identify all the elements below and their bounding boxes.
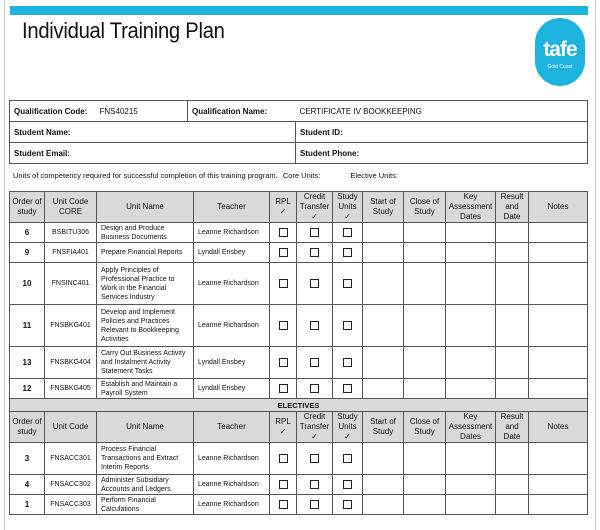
notes-cell[interactable] <box>529 305 588 347</box>
core-units-body <box>10 192 588 399</box>
study-units-checkbox[interactable] <box>343 279 352 288</box>
result-cell[interactable] <box>496 223 529 243</box>
unit-name-cell: Develop and Implement Policies and Practices Relevant to Bookkeeping Activities <box>97 305 194 347</box>
study-units-checkbox[interactable] <box>343 454 352 463</box>
qual-code-label: Qualification Code: <box>10 101 96 122</box>
student-email-label: Student Email: <box>14 148 71 158</box>
units-table <box>9 191 588 515</box>
unit-code-cell: FNSACC302 <box>45 475 97 495</box>
credit-transfer-checkbox[interactable] <box>310 248 319 257</box>
notes-cell[interactable] <box>529 379 588 399</box>
col-unit-name-header: Unit Name <box>97 412 194 443</box>
col-close-header: Close of Study <box>404 412 446 443</box>
rpl-checkbox-cell <box>270 305 297 347</box>
table-row <box>10 475 588 495</box>
unit-code-cell: FNSACC301 <box>45 443 97 475</box>
col-close-header: Close of Study <box>404 192 446 223</box>
col-study-header: Study Units ✓ <box>333 192 363 223</box>
study-units-checkbox-cell <box>333 475 363 495</box>
student-id-field[interactable] <box>296 122 588 143</box>
table-row <box>10 243 588 263</box>
page-title: Individual Training Plan <box>22 18 225 43</box>
col-teacher-header: Teacher <box>194 412 270 443</box>
key-dates-cell[interactable] <box>446 475 496 495</box>
teacher-cell: Leanne Richardson <box>194 263 270 305</box>
student-email-field[interactable] <box>10 143 296 164</box>
teacher-cell: Leanne Richardson <box>194 223 270 243</box>
rpl-checkbox-cell <box>270 263 297 305</box>
credit-transfer-checkbox-cell <box>297 305 333 347</box>
student-email-row <box>10 143 588 164</box>
unit-name-cell: Perform Financial Calculations <box>97 495 194 515</box>
order-cell: 1 <box>10 495 45 515</box>
order-cell: 10 <box>10 263 45 305</box>
close-of-study-cell[interactable] <box>404 443 446 475</box>
table-row <box>10 223 588 243</box>
unit-code-cell: BSBITU306 <box>45 223 97 243</box>
col-start-header: Start of Study <box>363 412 404 443</box>
table-row <box>10 305 588 347</box>
student-info-table <box>9 100 588 164</box>
start-of-study-cell[interactable] <box>363 223 404 243</box>
credit-transfer-checkbox-cell <box>297 223 333 243</box>
col-order-header: Order of study <box>10 192 45 223</box>
unit-code-cell: FNSFIA401 <box>45 243 97 263</box>
teacher-cell: Leanne Richardson <box>194 305 270 347</box>
notes-cell[interactable] <box>529 495 588 515</box>
unit-code-cell: FNSBKG401 <box>45 305 97 347</box>
start-of-study-cell[interactable] <box>363 305 404 347</box>
close-of-study-cell[interactable] <box>404 495 446 515</box>
teacher-cell: Leanne Richardson <box>194 475 270 495</box>
elective-units-body <box>10 412 588 515</box>
notes-cell[interactable] <box>529 263 588 305</box>
order-cell: 6 <box>10 223 45 243</box>
unit-code-cell: FNSBKG404 <box>45 347 97 379</box>
teacher-cell: Leanne Richardson <box>194 495 270 515</box>
study-units-checkbox[interactable] <box>343 480 352 489</box>
student-id-label: Student ID: <box>300 127 343 137</box>
logo-subtext: Gold Coast <box>547 64 573 70</box>
elective-units-label: Elective Units: <box>350 171 398 180</box>
rpl-checkbox-cell <box>270 347 297 379</box>
credit-transfer-checkbox[interactable] <box>310 321 319 330</box>
rpl-checkbox[interactable] <box>279 480 288 489</box>
unit-name-cell: Establish and Maintain a Payroll System <box>97 379 194 399</box>
key-dates-cell[interactable] <box>446 347 496 379</box>
qual-name-label: Qualification Name: <box>188 101 296 122</box>
unit-name-cell: Apply Principles of Professional Practice to Work in the Financial Services Industry <box>97 263 194 305</box>
result-cell[interactable] <box>496 243 529 263</box>
key-dates-cell[interactable] <box>446 443 496 475</box>
table-row <box>10 495 588 515</box>
col-credit-header: Credit Transfer ✓ <box>297 192 333 223</box>
key-dates-cell[interactable] <box>446 243 496 263</box>
rpl-checkbox-cell <box>270 243 297 263</box>
header-accent-bar <box>10 6 588 15</box>
electives-divider <box>10 399 588 412</box>
credit-transfer-checkbox[interactable] <box>310 454 319 463</box>
col-rpl-header: RPL ✓ <box>270 412 297 443</box>
rpl-checkbox[interactable] <box>279 358 288 367</box>
study-units-checkbox[interactable] <box>343 358 352 367</box>
study-units-checkbox-cell <box>333 263 363 305</box>
notes-cell[interactable] <box>529 347 588 379</box>
result-cell[interactable] <box>496 495 529 515</box>
student-name-field[interactable] <box>10 122 296 143</box>
study-units-checkbox[interactable] <box>343 228 352 237</box>
col-study-header: Study Units ✓ <box>333 412 363 443</box>
rpl-checkbox[interactable] <box>279 454 288 463</box>
electives-label: ELECTIVES <box>10 399 588 412</box>
order-cell: 4 <box>10 475 45 495</box>
teacher-cell: Leanne Richardson <box>194 443 270 475</box>
start-of-study-cell[interactable] <box>363 495 404 515</box>
col-result-header: Result and Date <box>496 192 529 223</box>
start-of-study-cell[interactable] <box>363 443 404 475</box>
result-cell[interactable] <box>496 475 529 495</box>
table-row <box>10 347 588 379</box>
table-row <box>10 379 588 399</box>
unit-name-cell: Prepare Financial Reports <box>97 243 194 263</box>
student-phone-label: Student Phone: <box>300 148 360 158</box>
tafe-logo <box>535 18 585 86</box>
rpl-checkbox-cell <box>270 475 297 495</box>
order-cell: 9 <box>10 243 45 263</box>
key-dates-cell[interactable] <box>446 495 496 515</box>
study-units-checkbox[interactable] <box>343 321 352 330</box>
result-cell[interactable] <box>496 305 529 347</box>
start-of-study-cell[interactable] <box>363 263 404 305</box>
teacher-cell: Lyndall Ensbey <box>194 243 270 263</box>
study-units-checkbox[interactable] <box>343 384 352 393</box>
credit-transfer-checkbox-cell <box>297 475 333 495</box>
col-start-header: Start of Study <box>363 192 404 223</box>
credit-transfer-checkbox[interactable] <box>310 500 319 509</box>
result-cell[interactable] <box>496 263 529 305</box>
col-credit-header: Credit Transfer ✓ <box>297 412 333 443</box>
result-cell[interactable] <box>496 347 529 379</box>
col-rpl-header: RPL ✓ <box>270 192 297 223</box>
key-dates-cell[interactable] <box>446 379 496 399</box>
close-of-study-cell[interactable] <box>404 223 446 243</box>
rpl-checkbox[interactable] <box>279 279 288 288</box>
col-notes-header: Notes <box>529 192 588 223</box>
notes-cell[interactable] <box>529 243 588 263</box>
close-of-study-cell[interactable] <box>404 243 446 263</box>
rpl-checkbox[interactable] <box>279 500 288 509</box>
close-of-study-cell[interactable] <box>404 347 446 379</box>
study-units-checkbox[interactable] <box>343 500 352 509</box>
rpl-checkbox[interactable] <box>279 321 288 330</box>
study-units-checkbox-cell <box>333 347 363 379</box>
notes-cell[interactable] <box>529 443 588 475</box>
credit-transfer-checkbox[interactable] <box>310 480 319 489</box>
page-border-left <box>4 0 5 530</box>
teacher-cell: Lyndall Ensbey <box>194 347 270 379</box>
credit-transfer-checkbox[interactable] <box>310 228 319 237</box>
core-header-row <box>10 192 588 223</box>
col-notes-header: Notes <box>529 412 588 443</box>
order-cell: 3 <box>10 443 45 475</box>
rpl-checkbox-cell <box>270 443 297 475</box>
study-units-checkbox-cell <box>333 243 363 263</box>
unit-name-cell: Design and Produce Business Documents <box>97 223 194 243</box>
study-units-checkbox[interactable] <box>343 248 352 257</box>
credit-transfer-checkbox-cell <box>297 347 333 379</box>
result-cell[interactable] <box>496 379 529 399</box>
credit-transfer-checkbox[interactable] <box>310 384 319 393</box>
result-cell[interactable] <box>496 443 529 475</box>
unit-name-cell: Administer Subsidiary Accounts and Ledgers <box>97 475 194 495</box>
start-of-study-cell[interactable] <box>363 243 404 263</box>
rpl-checkbox-cell <box>270 495 297 515</box>
notes-cell[interactable] <box>529 223 588 243</box>
study-units-checkbox-cell <box>333 379 363 399</box>
credit-transfer-checkbox[interactable] <box>310 279 319 288</box>
key-dates-cell[interactable] <box>446 305 496 347</box>
start-of-study-cell[interactable] <box>363 379 404 399</box>
rpl-checkbox[interactable] <box>279 384 288 393</box>
study-units-checkbox-cell <box>333 495 363 515</box>
unit-code-cell: FNSINC401 <box>45 263 97 305</box>
table-row <box>10 263 588 305</box>
elective-header-row <box>10 412 588 443</box>
core-units-label: Core Units: <box>282 171 321 180</box>
credit-transfer-checkbox[interactable] <box>310 358 319 367</box>
study-units-checkbox-cell <box>333 443 363 475</box>
col-unit-name-header: Unit Name <box>97 192 194 223</box>
units-required-line <box>13 171 398 180</box>
start-of-study-cell[interactable] <box>363 475 404 495</box>
units-required-text: Units of competency required for successful completion of this training program. <box>13 171 278 180</box>
col-key-dates-header: Key Assessment Dates <box>446 412 496 443</box>
table-row <box>10 443 588 475</box>
close-of-study-cell[interactable] <box>404 263 446 305</box>
student-name-label: Student Name: <box>14 127 71 137</box>
electives-divider-row <box>10 399 588 412</box>
col-unit-code-header: Unit Code <box>45 412 97 443</box>
start-of-study-cell[interactable] <box>363 347 404 379</box>
unit-code-cell: FNSBKG405 <box>45 379 97 399</box>
unit-name-cell: Process Financial Transactions and Extract Interim Reports <box>97 443 194 475</box>
notes-cell[interactable] <box>529 475 588 495</box>
col-teacher-header: Teacher <box>194 192 270 223</box>
order-cell: 12 <box>10 379 45 399</box>
student-name-row <box>10 122 588 143</box>
rpl-checkbox[interactable] <box>279 228 288 237</box>
logo-text: tafe <box>543 38 577 61</box>
credit-transfer-checkbox-cell <box>297 243 333 263</box>
study-units-checkbox-cell <box>333 305 363 347</box>
close-of-study-cell[interactable] <box>404 379 446 399</box>
order-cell: 11 <box>10 305 45 347</box>
teacher-cell: Lyndall Ensbey <box>194 379 270 399</box>
col-unit-code-header: Unit Code CORE <box>45 192 97 223</box>
rpl-checkbox-cell <box>270 379 297 399</box>
credit-transfer-checkbox-cell <box>297 495 333 515</box>
close-of-study-cell[interactable] <box>404 475 446 495</box>
rpl-checkbox[interactable] <box>279 248 288 257</box>
close-of-study-cell[interactable] <box>404 305 446 347</box>
page-border-right <box>595 0 596 530</box>
qual-name-value[interactable]: CERTIFICATE IV BOOKKEEPING <box>296 101 588 122</box>
rpl-checkbox-cell <box>270 223 297 243</box>
col-order-header: Order of study <box>10 412 45 443</box>
student-phone-field[interactable] <box>296 143 588 164</box>
credit-transfer-checkbox-cell <box>297 263 333 305</box>
credit-transfer-checkbox-cell <box>297 443 333 475</box>
unit-name-cell: Carry Out Business Activity and Instalment Activity Statement Tasks <box>97 347 194 379</box>
col-result-header: Result and Date <box>496 412 529 443</box>
credit-transfer-checkbox-cell <box>297 379 333 399</box>
qualification-row <box>10 101 588 122</box>
unit-code-cell: FNSACC303 <box>45 495 97 515</box>
col-key-dates-header: Key Assessment Dates <box>446 192 496 223</box>
key-dates-cell[interactable] <box>446 223 496 243</box>
qual-code-value[interactable]: FNS40215 <box>96 101 188 122</box>
order-cell: 13 <box>10 347 45 379</box>
study-units-checkbox-cell <box>333 223 363 243</box>
key-dates-cell[interactable] <box>446 263 496 305</box>
